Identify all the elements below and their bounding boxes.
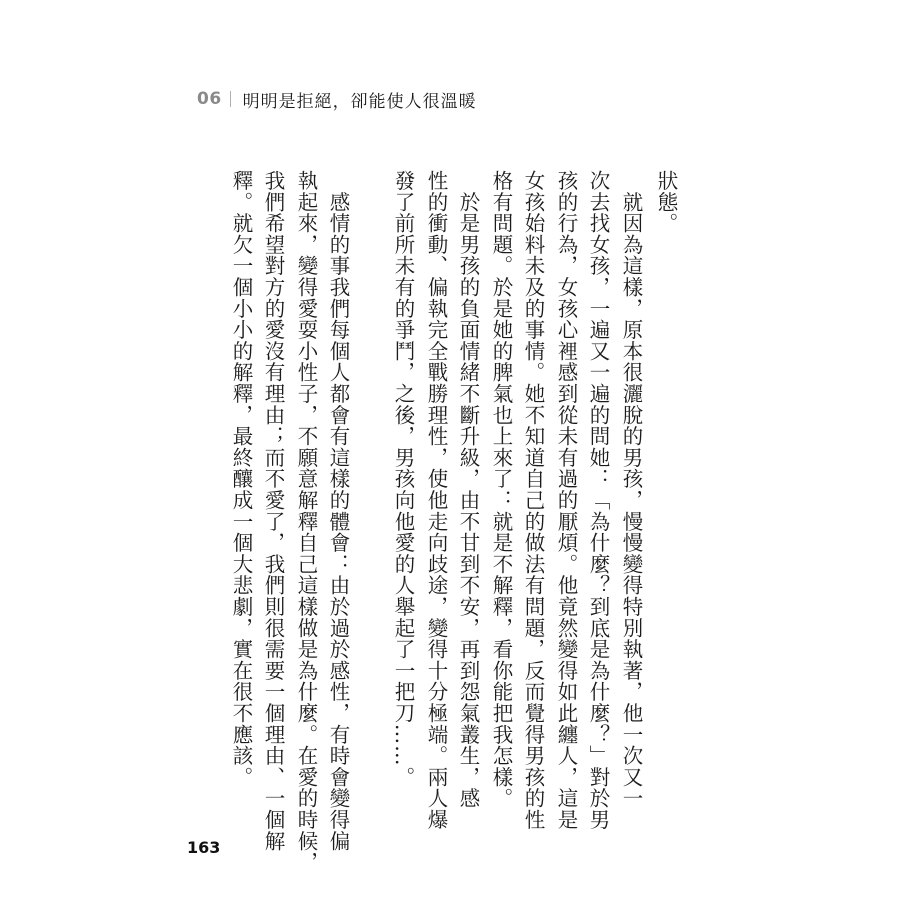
page-number: 163 [187,838,221,857]
text-column: 女孩始料未及的事情。她不知道自己的做法有問題，反而覺得男孩的性 [521,170,545,831]
text-column: 格有問題。於是她的脾氣也上來了：就是不解釋，看你能把我怎樣。 [489,170,513,809]
text-column: 我們希望對方的愛沒有理由；而不愛了，我們則很需要一個理由、一個解 [261,170,285,852]
body-text [229,170,678,873]
text-column: 發了前所未有的爭鬥，之後，男孩向他愛的人舉起了一把刀……。 [391,170,415,788]
header-divider [230,91,231,107]
text-column: 孩的行為，女孩心裡感到從未有過的厭煩。他竟然變得如此纏人，這是 [554,170,578,831]
chapter-number: 06 [197,89,222,109]
chapter-header [197,87,477,111]
text-column: 就因為這樣，原本很灑脫的男孩，慢慢變得特別執著，他一次又一 [619,170,643,809]
text-column: 狀態。 [654,170,678,234]
text-column: 性的衝動、偏執完全戰勝理性，使他走向歧途，變得十分極端。兩人爆 [424,170,448,831]
text-column: 次去找女孩，一遍又一遍的問她：「為什麼？到底是為什麼？」對於男 [586,170,610,831]
text-column: 釋。就欠一個小小的解釋，最終釀成一個大悲劇，實在很不應該。 [229,170,253,788]
text-column: 執起來，變得愛耍小性子，不願意解釋自己這樣做是為什麼。在愛的時候， [294,170,318,873]
text-column: 於是男孩的負面情緒不斷升級，由不甘到不安，再到怨氣叢生，感 [456,170,480,809]
text-column: 感情的事我們每個人都會有這樣的體會：由於過於感性，有時會變得偏 [326,170,350,852]
chapter-title: 明明是拒絕，卻能使人很溫暖 [242,91,477,112]
